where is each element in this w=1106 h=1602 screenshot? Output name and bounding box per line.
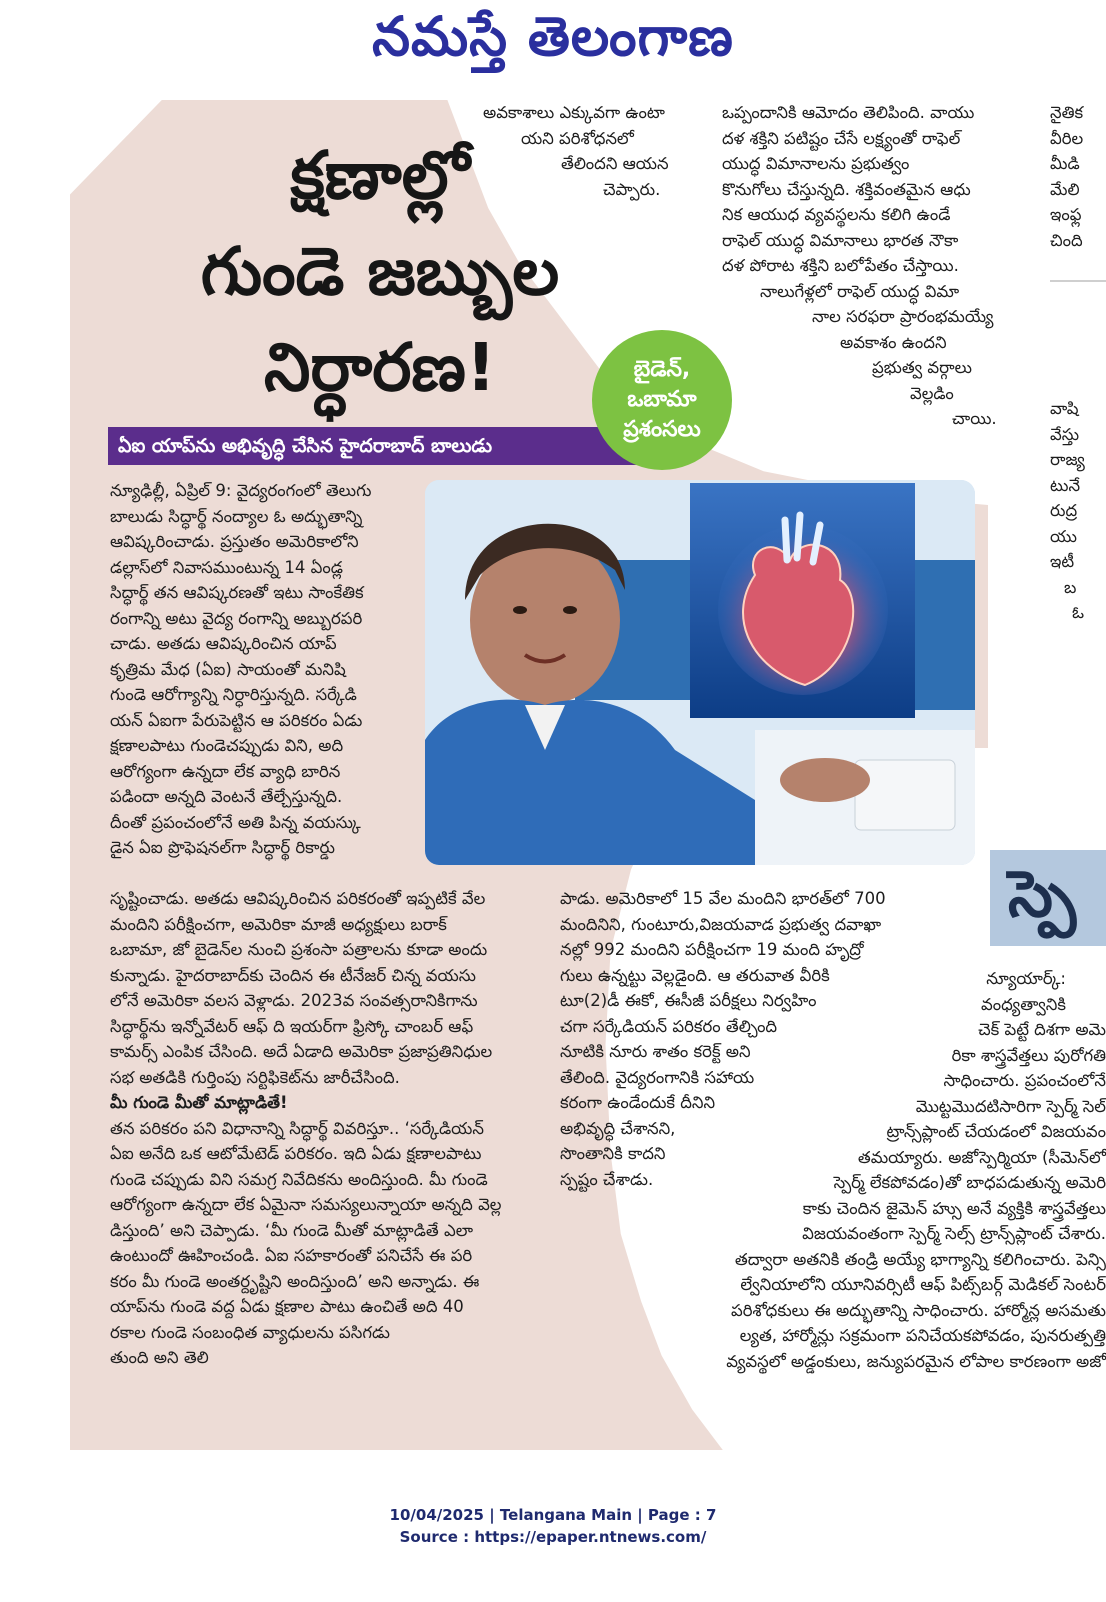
next-story-headline: స్పె xyxy=(1008,858,1077,932)
text-line: యని పరిశోధనలో xyxy=(521,128,634,148)
text-line: కరం మీ గుండె అంతర్దృష్టిని అందిస్తుంది’ అని అన్నాడు. ఈ xyxy=(110,1271,480,1291)
text-line: సభ అతడికి గుర్తింపు సర్టిఫికెట్‌ను జారీచేసింది. xyxy=(110,1067,400,1087)
text-line: యాప్‌ను గుండె వద్ద ఏడు క్షణాల పాటు ఉంచితే అది 40 xyxy=(110,1297,464,1316)
text-line: రుద్ర xyxy=(1050,501,1078,520)
text-line: ఒబామా, జో బైడెన్‌ల నుంచి ప్రశంసా పత్రాలను కూడా అందు xyxy=(110,940,488,959)
text-line: బ xyxy=(1064,577,1077,597)
text-line: దీంతో ప్రపంచంలోనే అతి పిన్న వయస్కు xyxy=(110,812,361,832)
masthead: నమస్తే తెలంగాణ xyxy=(372,4,734,68)
text-line: అవకాశాలు ఎక్కువగా ఉంటా xyxy=(483,103,665,122)
text-line: రంగాన్ని అటు వైద్య రంగాన్ని అబ్బురపరి xyxy=(110,608,363,628)
badge-line: ప్రశంసలు xyxy=(623,417,701,442)
text-line: చాడు. అతడు ఆవిష్కరించిన యాప్‌ xyxy=(110,634,337,653)
text-line: కామర్స్‌ ఎంపిక చేసింది. అదే ఏడాది అమెరికా ప్రజాప్రతినిధుల xyxy=(110,1042,493,1061)
text-line: సిద్ధార్థ్‌ తన ఆవిష్కరణతో ఇటు సాంకేతిక xyxy=(110,583,364,602)
text-line: తేలింది. వైద్యరంగానికి సహాయ xyxy=(560,1067,755,1087)
text-line: గులు ఉన్నట్టు వెల్లడైంది. ఆ తరువాత వీరికి xyxy=(560,965,830,985)
text-line: కున్నాడు. హైదరాబాద్‌కు చెందిన ఈ టీనేజర్‌ చిన్న వయసు xyxy=(110,965,477,985)
footer-source-line: Source : https://epaper.ntnews.com/ xyxy=(399,1528,707,1546)
text-line: వంధ్యత్వానికి xyxy=(981,994,1066,1014)
text-line: వ్యవస్థలో అడ్డంకులు, జన్యుపరమైన లోపాల కారణంగా అజో xyxy=(726,1351,1106,1371)
text-line: క్షణాలపాటు గుండెచప్పుడు విని, అది xyxy=(110,736,344,755)
text-line: పాడు. అమెరికాలో 15 వేల మందిని భారత్‌లో 700 xyxy=(560,889,886,908)
text-line: ఓ xyxy=(1072,603,1085,622)
text-line: చెప్పారు. xyxy=(603,179,661,199)
text-line: దళ పోరాట శక్తిని బలోపేతం చేస్తాయి. xyxy=(722,256,959,275)
text-line: చెక్‌ పెట్టే దిశగా అమె xyxy=(978,1020,1106,1039)
text-line: రికా శాస్త్రవేత్తలు పురోగతి xyxy=(951,1045,1106,1065)
text-line: నల్లో 992 మందిని పరీక్షించగా 19 మంది హృద్రో xyxy=(560,940,864,959)
text-line: విజయవంతంగా స్పెర్మ్‌ సెల్స్‌ ట్రాన్స్‌ప్లాంట్‌ చేశారు. xyxy=(802,1224,1106,1243)
text-line: తమయ్యారు. అజోస్పెర్మియా (సీమెన్‌లో xyxy=(857,1147,1106,1167)
text-line: న్యూయార్క్‌: xyxy=(986,969,1066,988)
text-line: యన్‌ ఏఐగా పేరుపెట్టిన ఆ పరికరం ఏడు xyxy=(110,710,363,730)
headline-line: క్షణాల్లో xyxy=(290,137,470,214)
text-line: సృష్టించాడు. అతడు ఆవిష్కరించిన పరికరంతో ఇప్పటికే వేల xyxy=(110,889,486,908)
text-line: రాజ్య xyxy=(1050,450,1085,469)
next-story-body xyxy=(680,966,1106,1374)
text-line: కృత్రిమ మేధ (ఏఐ) సాయంతో మనిషి xyxy=(110,659,346,679)
text-line: రకాల గుండె సంబంధిత వ్యాధులను పసిగడు xyxy=(110,1322,390,1342)
right-edge-column-top xyxy=(1050,100,1106,253)
text-line: ల్యత, హార్మోన్లు సక్రమంగా పనిచేయకపోవడం, పునరుత్పత్తి xyxy=(739,1326,1106,1345)
text-line: టూ(2)డీ ఈకో, ఈసీజీ పరీక్షలు నిర్వహిం xyxy=(560,991,817,1010)
text-line: ఇంఫ్ల xyxy=(1050,205,1082,224)
text-line: సిద్ధార్థ్‌ను ఇన్నోవేటర్‌ ఆఫ్‌ ది ఇయర్‌గా ఫ్రిస్కో చాంబర్‌ ఆఫ్‌ xyxy=(110,1016,474,1036)
text-line: తేలిందని ఆయన xyxy=(561,154,669,173)
text-line: స్పష్టం చేశాడు. xyxy=(560,1169,654,1189)
headline-line: నిర్ధారణ! xyxy=(264,329,496,406)
text-line: గుండె ఆరోగ్యాన్ని నిర్ధారిస్తున్నది. సర్కేడి xyxy=(110,685,357,704)
text-line: నాలుగేళ్లలో రాఫెల్‌ యుద్ధ విమా xyxy=(760,281,960,301)
text-line: వెల్లడిం xyxy=(910,383,954,403)
text-line: ఉంటుందో ఊహించండి. ఏఐ సహకారంతో పనిచేసే ఈ పరి xyxy=(110,1246,473,1265)
text-line: కొనుగోలు చేస్తున్నది. శక్తివంతమైన ఆధు xyxy=(722,179,971,199)
text-line: సాధించారు. ప్రపంచంలోనే xyxy=(943,1071,1106,1090)
text-line: ఏఐ అనేది ఒక ఆటోమేటెడ్‌ పరికరం. ఇది ఏడు క్షణాలపాటు xyxy=(110,1144,482,1163)
text-line: ఆవిష్కరించాడు. ప్రస్తుతం అమెరికాలోని xyxy=(110,532,359,551)
column-divider xyxy=(1050,280,1106,282)
text-line: మందిని పరీక్షించగా, అమెరికా మాజీ అధ్యక్షులు బరాక్‌ xyxy=(110,914,447,934)
text-line: ఆరోగ్యంగా ఉన్నదా లేక ఏమైనా సమస్యలున్నాయా అన్నది వెల్ల xyxy=(110,1195,502,1214)
text-line: మీడి xyxy=(1050,154,1080,173)
text-line: స్పెర్మ్‌ లేకపోవడం)తో బాధపడుతున్న అమెరి xyxy=(833,1173,1106,1192)
right-edge-column-mid xyxy=(1050,396,1106,626)
text-line: దళ శక్తిని పటిష్టం చేసే లక్ష్యంతో రాఫెల్‌ xyxy=(722,128,961,148)
text-line: నిక ఆయుధ వ్యవస్థలను కలిగి ఉండే xyxy=(722,205,951,224)
main-story-body xyxy=(110,886,535,1371)
text-line: బాలుడు సిద్ధార్థ్‌ నంద్యాల ఓ అద్భుతాన్ని xyxy=(110,506,363,526)
boy-with-heart-photo xyxy=(425,480,975,865)
text-line: తన పరికరం పని విధానాన్ని సిద్ధార్థ్‌ వివరిస్తూ.. ‘సర్కేడియన్‌ xyxy=(110,1118,484,1138)
text-line: అవకాశం ఉందని xyxy=(840,332,947,352)
text-line: డల్లాస్‌లో నివాసముంటున్న 14 ఏండ్ల xyxy=(110,557,343,577)
text-line: యు xyxy=(1050,526,1077,546)
text-line: కాకు చెందిన జైమెన్‌ హ్సు అనే వ్యక్తికి శాస్త్రవేత్తలు xyxy=(802,1198,1106,1218)
text-line: ఒప్పందానికి ఆమోదం తెలిపింది. వాయు xyxy=(722,103,975,122)
text-line: పడిందా అన్నది వెంటనే తేల్చేస్తున్నది. xyxy=(110,787,343,806)
text-line: మందినిని, గుంటూరు,విజయవాడ ప్రభుత్వ దవాఖా xyxy=(560,914,882,934)
text-line: వేస్తు xyxy=(1050,424,1080,444)
top-column-1 xyxy=(483,100,698,202)
text-line: సొంతానికి కాదని xyxy=(560,1144,666,1163)
headline-line: గుండె జబ్బుల xyxy=(200,233,560,310)
text-line: అభివృద్ధి చేశానని, xyxy=(560,1118,676,1138)
text-line: న్యూఢిల్లీ, ఏప్రిల్‌ 9: వైద్యరంగంలో తెలుగు xyxy=(110,481,372,500)
text-line: ఇటీ xyxy=(1050,552,1075,571)
text-line: మేలి xyxy=(1050,179,1080,199)
badge-line: ఒబామా xyxy=(627,387,697,412)
next-story-banner xyxy=(990,850,1106,946)
text-line: నాల సరఫరా ప్రారంభమయ్యే xyxy=(812,307,994,326)
text-line: డైన ఏఐ ప్రొఫెషనల్‌గా సిద్ధార్థ్‌ రికార్డు xyxy=(110,838,335,857)
text-line: గుండె చప్పుడు విని సమగ్ర నివేదికను అందిస్తుంది. మీ గుండె xyxy=(110,1169,488,1189)
text-line: చాయి. xyxy=(952,409,997,428)
text-line: టునే xyxy=(1050,475,1081,495)
text-line: నైతిక xyxy=(1050,103,1084,122)
text-line: రాఫెల్‌ యుద్ధ విమానాలు భారత నౌకా xyxy=(722,230,959,250)
text-line: కరంగా ఉండేందుకే దీనిని xyxy=(560,1093,716,1112)
text-line: తుంది అని తెలి xyxy=(110,1348,209,1367)
story-subhead: మీ గుండె మీతో మాట్లాడితే! xyxy=(110,1093,288,1112)
badge-line: బైడెన్‌, xyxy=(633,357,691,382)
text-line: యుద్ధ విమానాలను ప్రభుత్వం xyxy=(722,154,910,173)
subheadline-bar: ఏఐ యాప్‌ను అభివృద్ధి చేసిన హైదరాబాద్‌ బాలుడు xyxy=(108,427,648,465)
main-story-intro xyxy=(110,478,415,861)
text-line: చింది xyxy=(1050,230,1083,250)
footer-date-line: 10/04/2025 | Telangana Main | Page : 7 xyxy=(389,1506,717,1524)
text-line: డిస్తుంది’ అని చెప్పాడు. ‘మీ గుండె మీతో మాట్లాడితే ఎలా xyxy=(110,1220,474,1240)
text-line: వీరిల xyxy=(1050,128,1084,148)
text-line: వాషి xyxy=(1050,399,1079,418)
text-line: ప్రభుత్వ వర్గాలు xyxy=(872,358,972,377)
top-column-2 xyxy=(722,100,1022,432)
text-line: మొట్టమొదటిసారిగా స్పెర్మ్‌ సెల్ xyxy=(915,1096,1106,1116)
text-line: చగా సర్కేడియన్‌ పరికరం తేల్చింది xyxy=(560,1016,778,1036)
text-line: లోనే అమెరికా వలస వెళ్లాడు. 2023వ సంవత్సరానికిగాను xyxy=(110,991,478,1010)
text-line: నూటికి నూరు శాతం కరెక్ట్‌ అని xyxy=(560,1042,751,1061)
praise-badge xyxy=(592,330,732,470)
text-line: ల్వేనియాలోని యూనివర్సిటీ ఆఫ్‌ పిట్స్‌బర్గ్‌ మెడికల్‌ సెంటర్‌ xyxy=(740,1275,1106,1294)
text-line: పరిశోధకులు ఈ అద్భుతాన్ని సాధించారు. హార్మోన్ల అసమతు xyxy=(731,1300,1106,1320)
text-line: తద్వారా అతనికి తండ్రి అయ్యే భాగ్యాన్ని కలిగించారు. పెన్సి xyxy=(734,1249,1106,1269)
text-line: ఆరోగ్యంగా ఉన్నదా లేక వ్యాధి బారిన xyxy=(110,761,341,781)
photo-illustration xyxy=(425,480,975,865)
text-line: ట్రాన్స్‌ప్లాంట్‌ చేయడంలో విజయవం xyxy=(886,1122,1106,1141)
